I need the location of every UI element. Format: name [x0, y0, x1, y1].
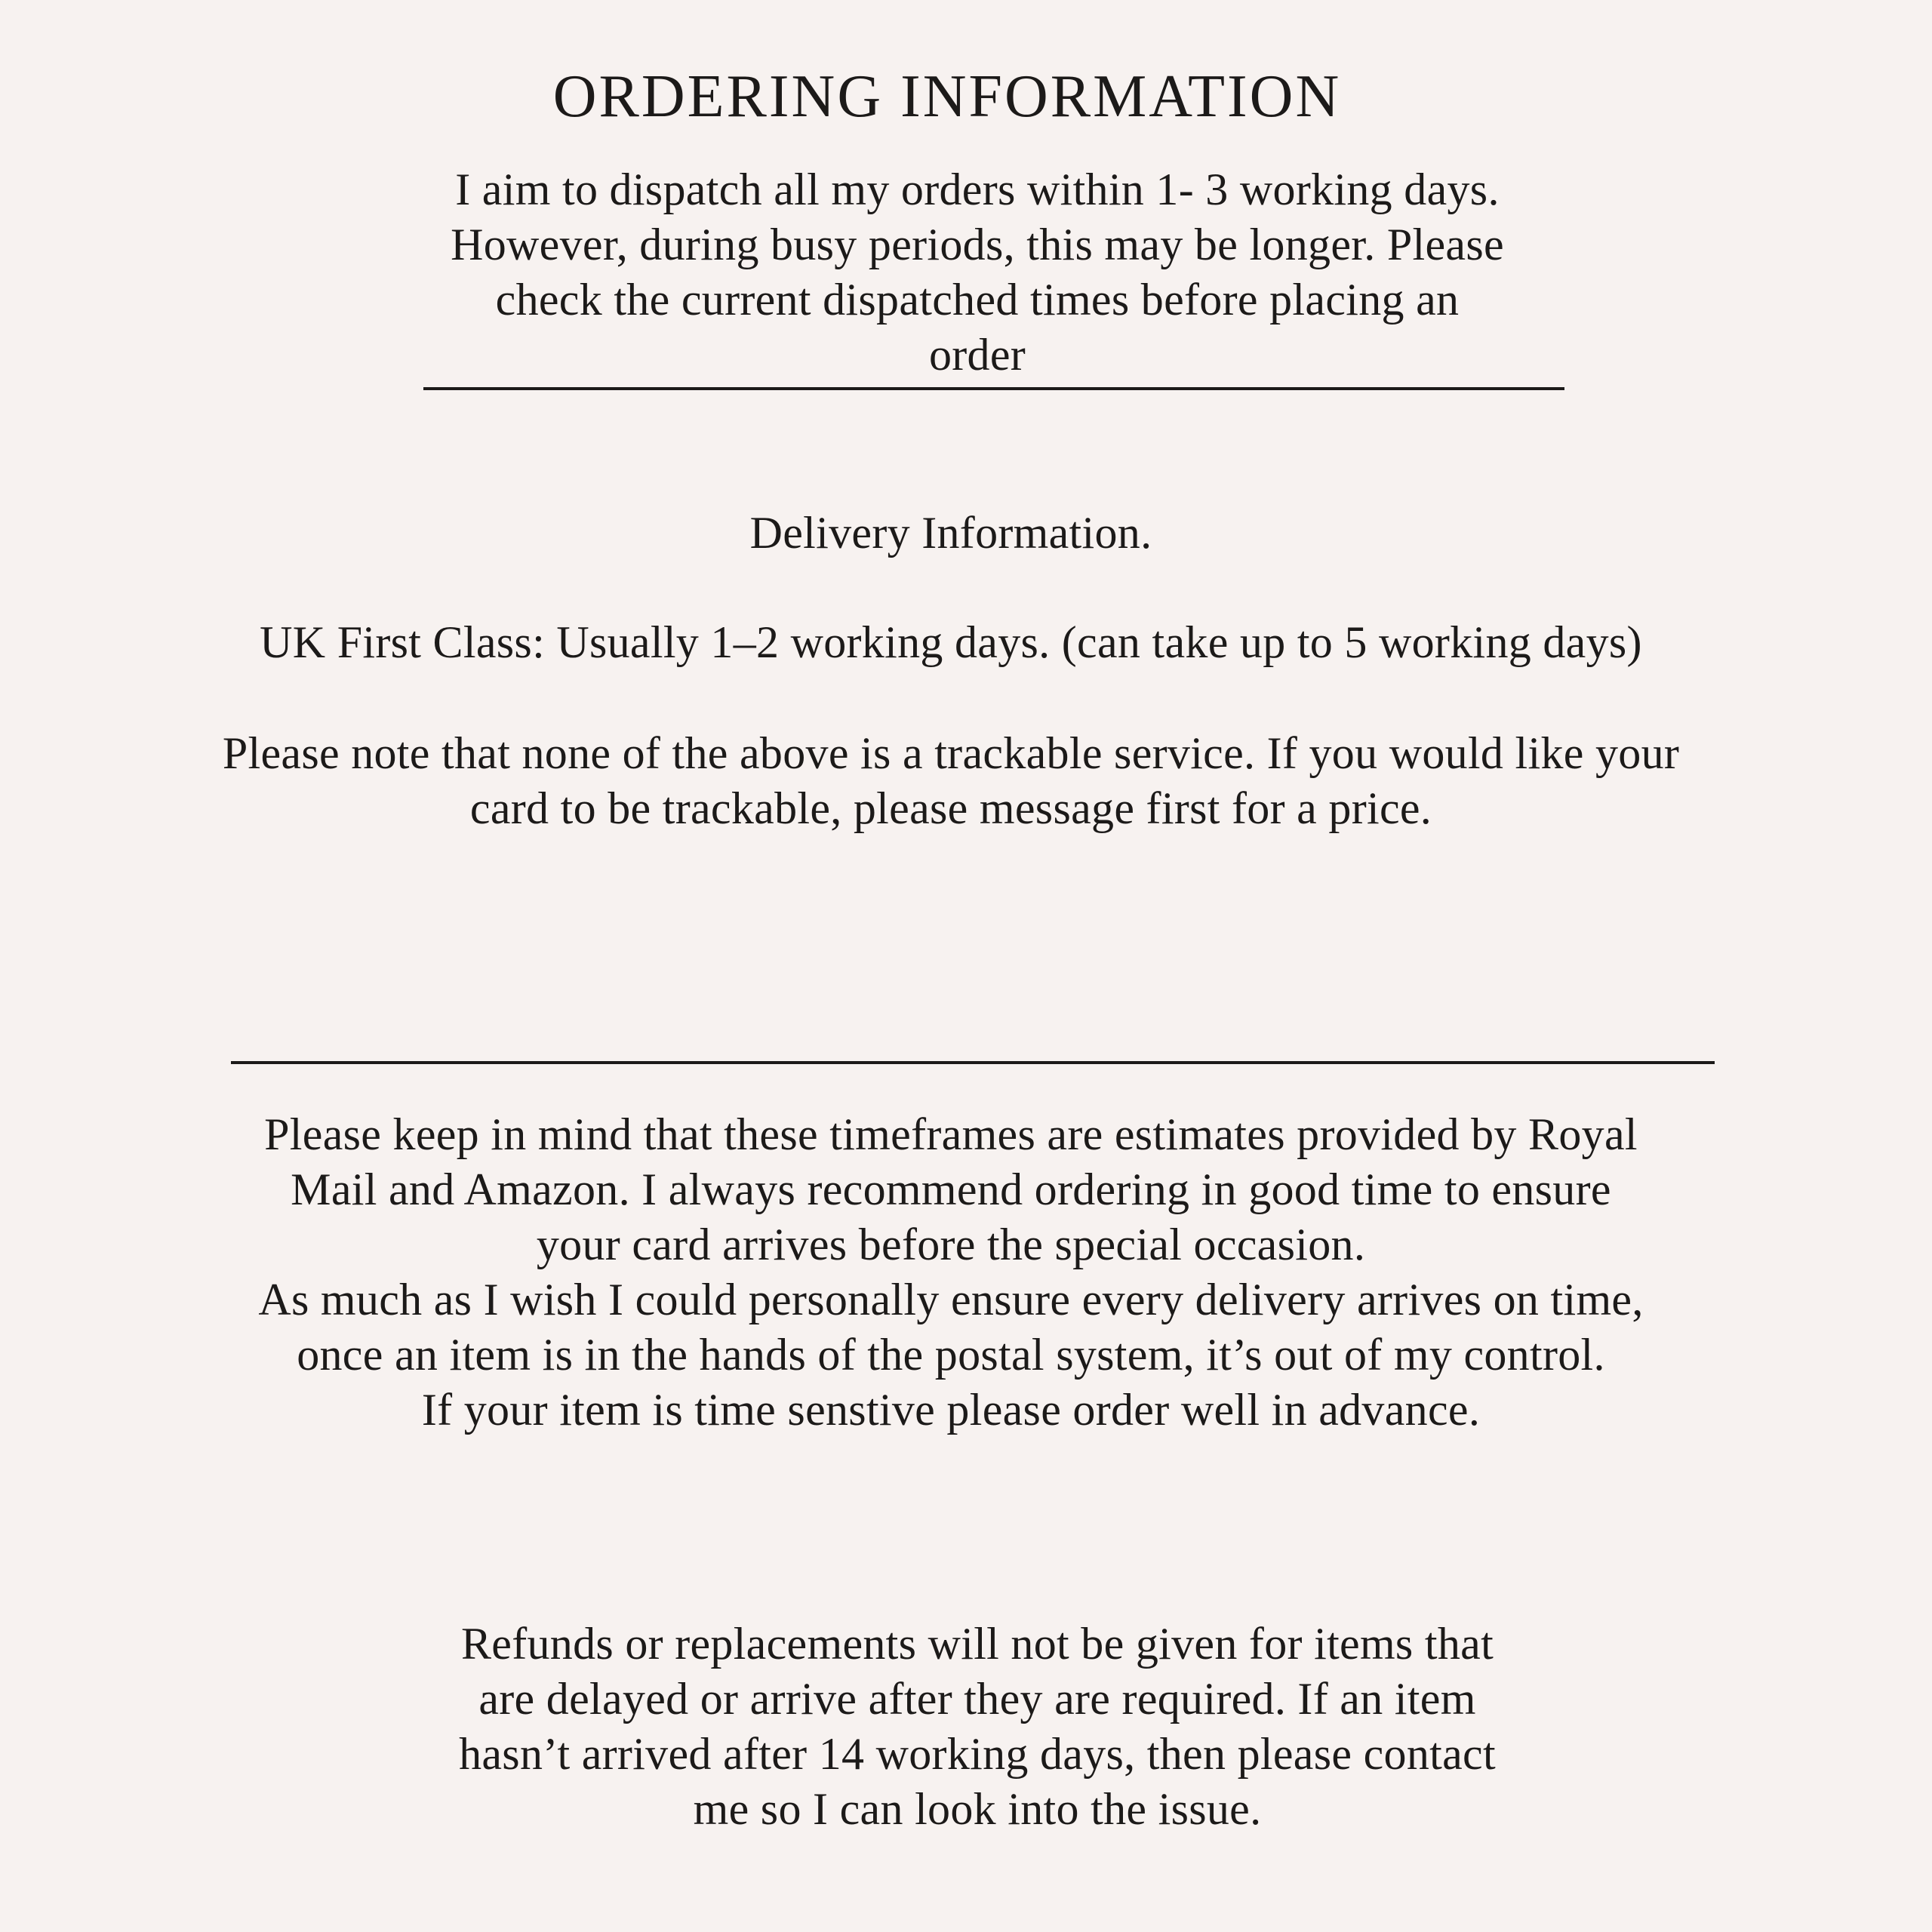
- page-title: ORDERING INFORMATION: [552, 63, 1342, 130]
- timeframes-line: If your item is time senstive please order well in advance.: [421, 1385, 1481, 1435]
- section-divider: [423, 387, 1564, 390]
- timeframes-line: your card arrives before the special occasion.: [536, 1220, 1366, 1269]
- dispatch-line: I aim to dispatch all my orders within 1- 3 working days.: [455, 165, 1500, 214]
- timeframes-line: As much as I wish I could personally ensure every delivery arrives on time,: [258, 1275, 1644, 1324]
- refunds-line: are delayed or arrive after they are required. If an item: [478, 1674, 1476, 1724]
- tracking-note-line: card to be trackable, please message first for a price.: [469, 783, 1432, 833]
- tracking-note: [0, 726, 1902, 836]
- tracking-note-line: Please note that none of the above is a trackable service. If you would like your: [222, 728, 1680, 778]
- refunds-line: hasn’t arrived after 14 working days, then please contact: [459, 1729, 1496, 1779]
- section-divider: [231, 1061, 1715, 1064]
- dispatch-line: check the current dispatched times before placing an: [495, 275, 1460, 325]
- refunds-line: me so I can look into the issue.: [693, 1784, 1262, 1834]
- timeframes-line: Mail and Amazon. I always recommend ordering in good time to ensure: [291, 1164, 1611, 1214]
- timeframes-paragraph: [0, 1107, 1902, 1438]
- uk-first-class-info: UK First Class: Usually 1–2 working days. (can take up to 5 working days): [260, 617, 1642, 667]
- timeframes-line: once an item is in the hands of the postal system, it’s out of my control.: [297, 1330, 1605, 1380]
- refunds-line: Refunds or replacements will not be given for items that: [460, 1619, 1494, 1669]
- dispatch-line: However, during busy periods, this may be longer. Please: [451, 220, 1504, 269]
- refunds-paragraph: [0, 1617, 1932, 1837]
- dispatch-line: order: [928, 330, 1026, 380]
- delivery-heading: Delivery Information.: [749, 508, 1152, 558]
- timeframes-line: Please keep in mind that these timeframes are estimates provided by Royal: [264, 1109, 1638, 1159]
- dispatch-paragraph: [0, 162, 1932, 383]
